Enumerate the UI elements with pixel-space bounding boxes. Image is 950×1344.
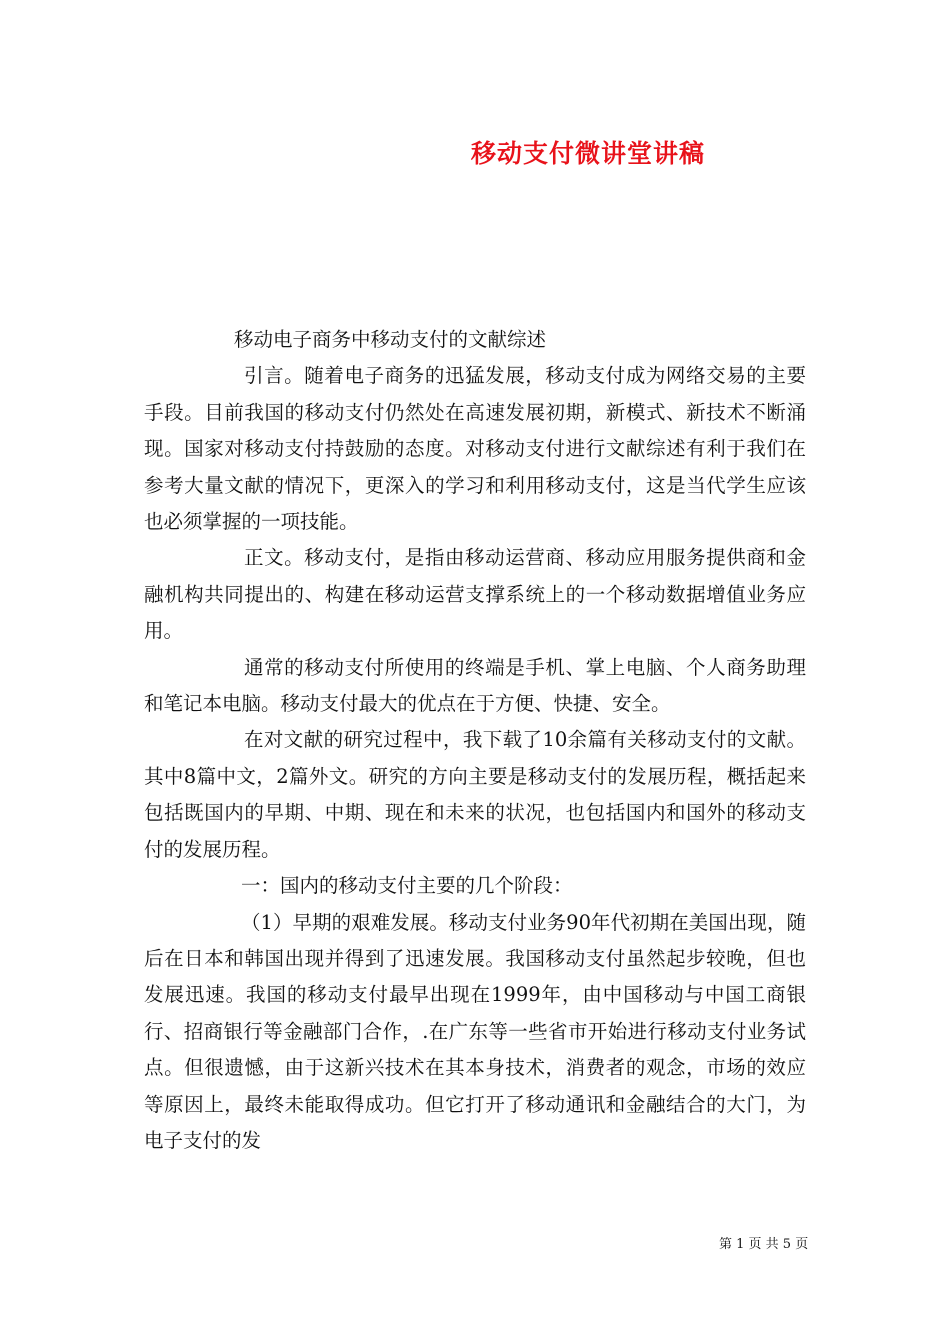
paragraph-early-stage: （1）早期的艰难发展。移动支付业务90年代初期在美国出现，随后在日本和韩国出现并得到了迅速发展。我国移动支付虽然起步较晚，但也发展迅速。我国的移动支付最早出现在1999年，由中国移动与中国工商银行、招商银行等金融部门合作，.在广东等一些省市开始进行移动支付业务试点。但很遗憾，由于这新兴技术在其本身技术，消费者的观念，市场的效应等原因上，最终未能取得成功。但它打开了移动通讯和金融结合的大门，为电子支付的发 (144, 910, 806, 1152)
section-heading-domestic-stages: 一：国内的移动支付主要的几个阶段： (241, 874, 573, 898)
page-number: 第 1 页 共 5 页 (719, 1237, 809, 1252)
document-subtitle: 移动电子商务中移动支付的文献综述 (234, 328, 547, 351)
paragraph-introduction: 引言。随着电子商务的迅猛发展，移动支付成为网络交易的主要手段。目前我国的移动支付仍然处在高速发展初期，新模式、新技术不断涌现。国家对移动支付持鼓励的态度。对移动支付进行文献综述有利于我们在参考大量文献的情况下，更深入的学习和利用移动支付，这是当代学生应该也必须掌握的一项技能。 (144, 364, 806, 534)
paragraph-research: 在对文献的研究过程中，我下载了10余篇有关移动支付的文献。其中8篇中文，2篇外文。研究的方向主要是移动支付的发展历程，概括起来包括既国内的早期、中期、现在和未来的状况，也包括国内和国外的移动支付的发展历程。 (144, 728, 806, 861)
document-title: 移动支付微讲堂讲稿 (471, 139, 706, 168)
paragraph-terminals: 通常的移动支付所使用的终端是手机、掌上电脑、个人商务助理和笔记本电脑。移动支付最大的优点在于方便、快捷、安全。 (144, 655, 806, 716)
paragraph-main-text: 正文。移动支付，是指由移动运营商、移动应用服务提供商和金融机构共同提出的、构建在移动运营支撑系统上的一个移动数据增值业务应用。 (144, 546, 806, 643)
document-body (144, 322, 806, 1159)
